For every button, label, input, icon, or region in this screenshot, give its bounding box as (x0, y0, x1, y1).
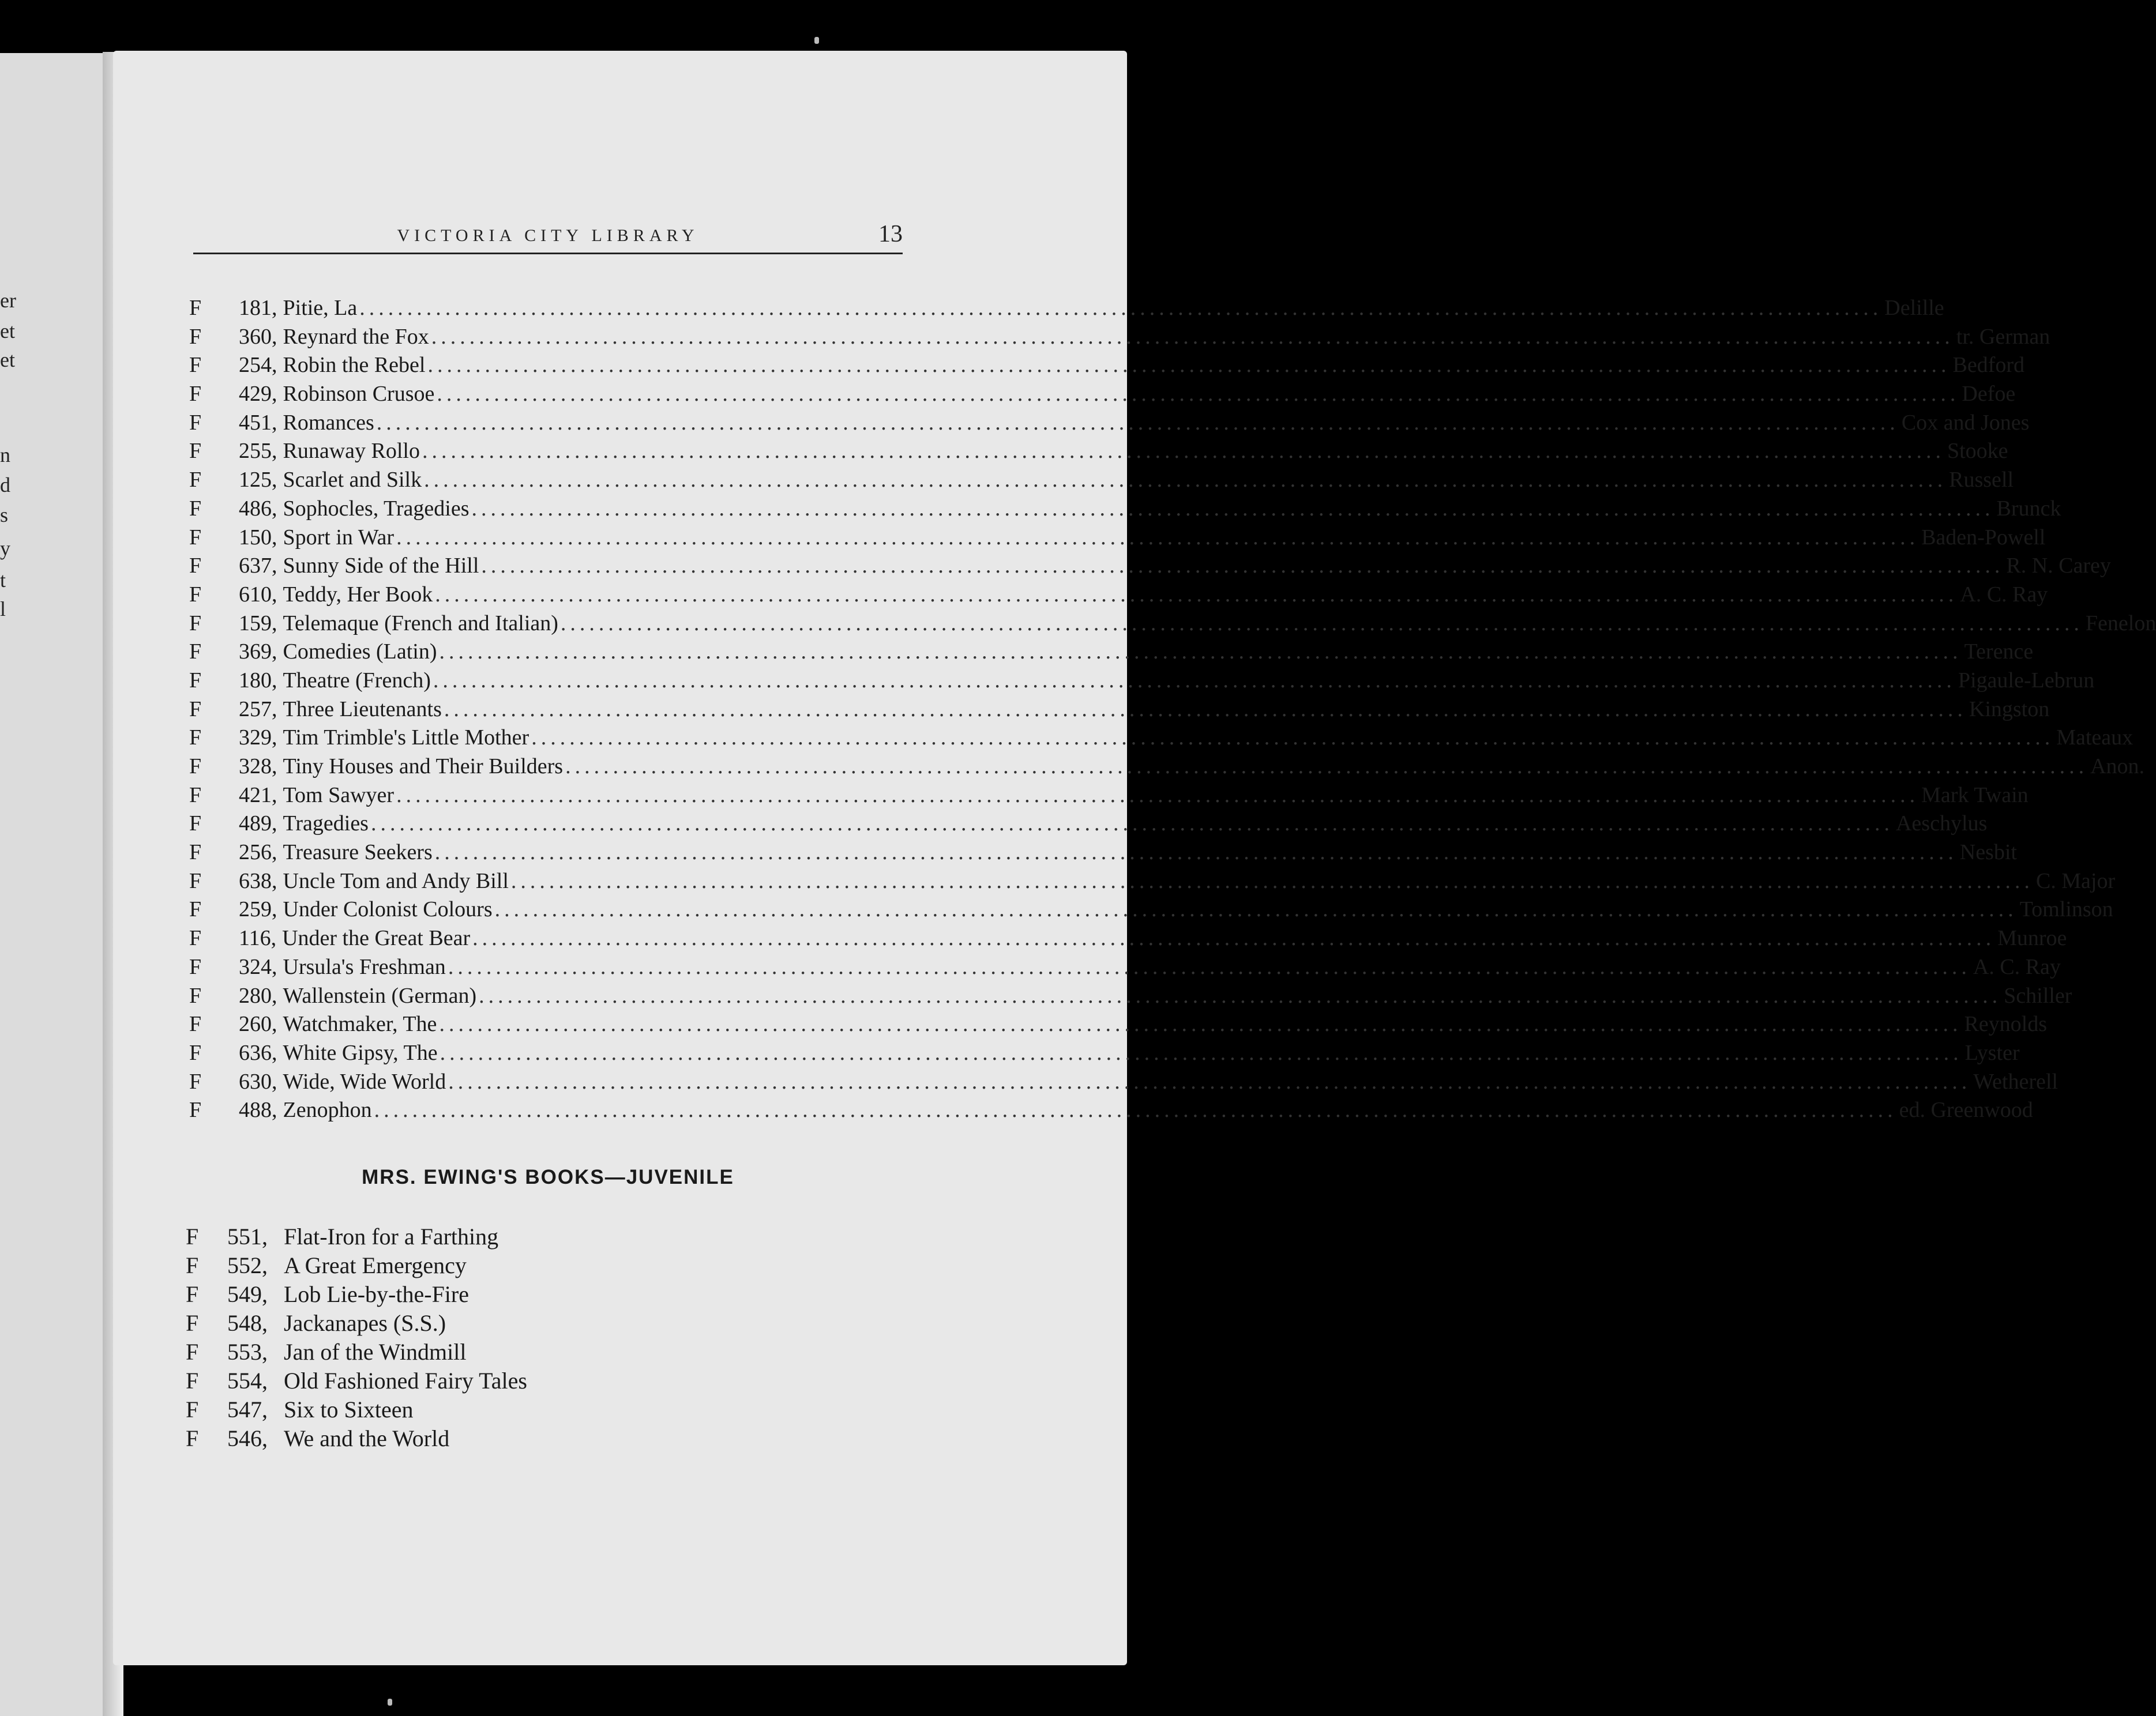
entry-number: 421, (239, 782, 277, 807)
entry-number: 125, (239, 468, 277, 492)
entry-number: 486, (239, 496, 277, 521)
class-mark: F (189, 897, 202, 922)
entry-body (239, 724, 2134, 752)
class-mark: F (189, 725, 202, 750)
catalogue-entry (189, 1010, 2047, 1039)
entry-title: Sport in War (283, 525, 395, 550)
entry-number: 610, (239, 582, 277, 607)
entry-number: 547, (227, 1397, 268, 1423)
margin-fragment: s (0, 503, 9, 526)
dot-leader: ................................................................................................................................................................ (431, 324, 1954, 349)
margin-fragment: d (0, 473, 10, 496)
dot-leader: ................................................................................................................................................................ (370, 811, 1894, 836)
running-head (193, 221, 903, 254)
dot-leader: ................................................................................................................................................................ (396, 525, 1920, 550)
entry-title: Tragedies (283, 811, 369, 836)
class-mark: F (189, 983, 202, 1008)
margin-fragment: et (0, 348, 15, 371)
dot-leader: ................................................................................................................................................................ (396, 782, 1920, 807)
entry-title: Runaway Rollo (283, 439, 420, 464)
class-mark: F (189, 954, 202, 979)
entry-title: Watchmaker, The (283, 1012, 437, 1037)
catalogue-entry (189, 495, 2061, 524)
entry-title: A Great Emergency (284, 1252, 467, 1278)
entry-body (239, 495, 2061, 524)
catalogue-entry (189, 838, 2017, 867)
entry-number: 254, (239, 353, 277, 378)
entry-number: 451, (239, 410, 277, 435)
entry-author: Pigaule-Lebrun (1958, 668, 2095, 693)
entry-body (239, 752, 2145, 781)
catalogue-entry (189, 724, 2134, 752)
entry-author: A. C. Ray (1973, 954, 2061, 979)
dot-leader: ................................................................................................................................................................ (481, 554, 2004, 578)
entry-author: Mateaux (2056, 725, 2134, 750)
dot-leader: ................................................................................................................................................................ (510, 868, 2034, 893)
class-mark: F (189, 324, 202, 349)
entry-number: 549, (227, 1281, 268, 1307)
entry-body (239, 1010, 2047, 1039)
entry-title: Wallenstein (German) (283, 983, 477, 1008)
dot-leader: ................................................................................................................................................................ (422, 439, 1945, 464)
entry-author: Fenelon (2085, 611, 2156, 635)
entry-title: Treasure Seekers (283, 840, 433, 865)
dot-leader: ................................................................................................................................................................ (437, 382, 1960, 407)
class-mark: F (189, 1098, 202, 1123)
entry-title: Romances (283, 410, 374, 435)
catalogue-entry (189, 609, 2156, 638)
dot-leader: ................................................................................................................................................................ (560, 611, 2083, 635)
entry-number: 324, (239, 954, 277, 979)
juvenile-entry (186, 1395, 901, 1424)
entry-title: Tom Sawyer (283, 782, 395, 807)
catalogue-entry (189, 409, 2030, 438)
class-mark: F (189, 296, 202, 320)
entry-title: Ursula's Freshman (283, 954, 446, 979)
catalogue-entry (189, 351, 2024, 380)
entry-author: Aeschylus (1895, 811, 1988, 836)
section-heading: MRS. EWING'S BOOKS—JUVENILE (362, 1166, 734, 1188)
margin-fragment: et (0, 319, 15, 343)
facing-page (0, 53, 118, 1716)
entry-title: Tim Trimble's Little Mother (283, 725, 529, 750)
class-mark: F (189, 639, 202, 664)
dot-leader: ................................................................................................................................................................ (471, 496, 1995, 521)
class-mark: F (189, 554, 202, 578)
entry-title: Uncle Tom and Andy Bill (283, 868, 509, 893)
juvenile-entry (186, 1280, 901, 1309)
entry-number: 637, (239, 554, 277, 578)
entry-body (239, 638, 2034, 667)
entry-title: Wide, Wide World (283, 1069, 446, 1094)
dot-leader: ................................................................................................................................................................ (565, 754, 2089, 778)
entry-title: We and the World (284, 1425, 450, 1451)
catalogue-entry (189, 294, 1944, 323)
class-mark: F (189, 611, 202, 635)
entry-author: ed. Greenwood (1899, 1098, 2033, 1123)
entry-title: Tiny Houses and Their Builders (283, 754, 564, 778)
entry-number: 554, (227, 1368, 268, 1394)
entry-title: Theatre (French) (283, 668, 431, 693)
class-mark: F (189, 754, 202, 778)
entry-title: White Gipsy, The (283, 1040, 438, 1065)
entry-body (239, 581, 2048, 609)
class-mark: F (186, 1425, 199, 1451)
catalogue-entry (189, 323, 2050, 352)
juvenile-entry (186, 1251, 901, 1280)
entry-title: Scarlet and Silk (283, 468, 422, 492)
class-mark: F (189, 410, 202, 435)
entry-author: R. N. Carey (2006, 554, 2111, 578)
entry-number: 257, (239, 697, 277, 721)
catalogue-entry (189, 695, 2050, 724)
entry-author: Bedford (1952, 353, 2024, 378)
entry-number: 259, (239, 897, 277, 922)
margin-fragment: n (0, 443, 10, 466)
class-mark: F (186, 1339, 199, 1365)
entry-title: Jan of the Windmill (284, 1339, 467, 1365)
entry-number: 329, (239, 725, 277, 750)
entry-author: A. C. Ray (1960, 582, 2048, 607)
entry-number: 429, (239, 382, 277, 407)
catalogue-entry (189, 466, 2014, 495)
dot-leader: ................................................................................................................................................................ (448, 954, 1971, 979)
entry-author: Wetherell (1973, 1069, 2058, 1094)
entry-author: Tomlinson (2019, 897, 2113, 922)
entry-number: 328, (239, 754, 277, 778)
entry-number: 116, (239, 926, 277, 951)
entry-body (239, 552, 2111, 581)
header-title: VICTORIA CITY LIBRARY (397, 226, 699, 245)
entry-body (239, 924, 2067, 953)
entry-title: Six to Sixteen (284, 1397, 414, 1423)
entry-author: Nesbit (1959, 840, 2017, 865)
catalogue-entry (189, 752, 2145, 781)
entry-body (239, 953, 2061, 982)
entry-number: 552, (227, 1252, 268, 1278)
dust-speck (388, 1699, 392, 1706)
entry-number: 551, (227, 1224, 268, 1250)
entry-title: Comedies (Latin) (283, 639, 437, 664)
entry-author: Munroe (1997, 926, 2067, 951)
entry-title: Pitie, La (283, 296, 358, 320)
catalogue-entry (189, 953, 2061, 982)
entry-body (239, 294, 1944, 323)
entry-number: 181, (239, 296, 277, 320)
entry-number: 636, (239, 1040, 277, 1065)
entry-number: 280, (239, 983, 277, 1008)
dot-leader: ................................................................................................................................................................ (440, 1040, 1963, 1065)
catalogue-entry (189, 982, 2072, 1011)
entry-author: Lyster (1965, 1040, 2020, 1065)
dot-leader: ................................................................................................................................................................ (494, 897, 2018, 922)
entry-body (239, 867, 2116, 896)
entry-number: 548, (227, 1310, 268, 1336)
entry-body (239, 895, 2113, 924)
entry-title: Zenophon (283, 1098, 372, 1123)
entry-title: Lob Lie-by-the-Fire (284, 1281, 469, 1307)
entry-title: Flat-Iron for a Farthing (284, 1224, 499, 1250)
entry-number: 360, (239, 324, 277, 349)
dot-leader: ................................................................................................................................................................ (434, 840, 1958, 865)
class-mark: F (186, 1224, 199, 1250)
entry-body (239, 695, 2050, 724)
catalogue-entry (189, 1068, 2058, 1097)
catalogue-entry (189, 867, 2116, 896)
entry-author: Mark Twain (1921, 782, 2029, 807)
dot-leader: ................................................................................................................................................................ (376, 410, 1899, 435)
entry-author: Russell (1949, 468, 2014, 492)
class-mark: F (189, 382, 202, 407)
class-mark: F (189, 582, 202, 607)
entry-number: 546, (227, 1425, 268, 1451)
catalogue-entry (189, 895, 2113, 924)
entry-author: Baden-Powell (1921, 525, 2046, 550)
margin-fragment: t (0, 569, 6, 592)
entry-title: Teddy, Her Book (283, 582, 433, 607)
entry-author: Terence (1964, 639, 2034, 664)
class-mark: F (189, 782, 202, 807)
page-number: 13 (878, 221, 903, 247)
catalogue-entry (189, 1096, 2033, 1125)
class-mark: F (189, 525, 202, 550)
juvenile-list (186, 1222, 901, 1453)
dot-leader: ................................................................................................................................................................ (479, 983, 2002, 1008)
catalogue-entry (189, 380, 2016, 409)
class-mark: F (189, 468, 202, 492)
entry-body (239, 437, 2008, 466)
class-mark: F (189, 668, 202, 693)
entry-title: Sophocles, Tragedies (283, 496, 469, 521)
entry-number: 488, (239, 1098, 277, 1123)
entry-author: Schiller (2004, 983, 2072, 1008)
catalogue-entry (189, 524, 2046, 552)
class-mark: F (186, 1368, 199, 1394)
entry-title: Reynard the Fox (283, 324, 429, 349)
entry-body (239, 781, 2029, 810)
class-mark: F (189, 926, 202, 951)
dot-leader: ................................................................................................................................................................ (427, 353, 1951, 378)
entry-title: Robinson Crusoe (283, 382, 435, 407)
class-mark: F (186, 1281, 199, 1307)
entry-title: Telemaque (French and Italian) (283, 611, 558, 635)
entry-body (239, 524, 2046, 552)
class-mark: F (189, 811, 202, 836)
dust-speck (814, 37, 819, 44)
class-mark: F (189, 1012, 202, 1037)
entry-author: tr. German (1956, 324, 2050, 349)
class-mark: F (186, 1252, 199, 1278)
entry-number: 489, (239, 811, 277, 836)
entry-body (239, 1039, 2020, 1068)
entry-author: C. Major (2035, 868, 2116, 893)
margin-fragment: y (0, 537, 10, 560)
entry-number: 260, (239, 1012, 277, 1037)
entry-number: 255, (239, 439, 277, 464)
entry-body (239, 351, 2024, 380)
entry-author: Brunck (1996, 496, 2061, 521)
margin-fragment: er (0, 289, 16, 312)
dot-leader: ................................................................................................................................................................ (435, 582, 1958, 607)
entry-title: Under Colonist Colours (283, 897, 493, 922)
class-mark: F (189, 496, 202, 521)
juvenile-entry (186, 1222, 901, 1251)
entry-number: 630, (239, 1069, 277, 1094)
entry-body (239, 466, 2014, 495)
dot-leader: ................................................................................................................................................................ (424, 468, 1947, 492)
entry-author: Delille (1884, 296, 1944, 320)
entry-number: 553, (227, 1339, 268, 1365)
entry-title: Under the Great Bear (282, 926, 471, 951)
dot-leader: ................................................................................................................................................................ (433, 668, 1956, 693)
class-mark: F (189, 353, 202, 378)
entry-number: 159, (239, 611, 277, 635)
entry-title: Three Lieutenants (283, 697, 442, 721)
catalogue-entry (189, 1039, 2020, 1068)
entry-body (239, 380, 2016, 409)
class-mark: F (189, 868, 202, 893)
entry-title: Robin the Rebel (283, 353, 426, 378)
margin-fragment: l (0, 597, 6, 620)
dot-leader: ................................................................................................................................................................ (439, 639, 1962, 664)
dot-leader: ................................................................................................................................................................ (448, 1069, 1971, 1094)
class-mark: F (189, 697, 202, 721)
class-mark: F (189, 1040, 202, 1065)
entry-number: 369, (239, 639, 277, 664)
entry-author: Reynolds (1964, 1012, 2047, 1037)
dot-leader: ................................................................................................................................................................ (472, 926, 1996, 951)
entry-body (239, 838, 2017, 867)
catalogue-entry (189, 924, 2067, 953)
entry-author: Defoe (1962, 382, 2016, 407)
entry-title: Sunny Side of the Hill (283, 554, 479, 578)
entry-title: Old Fashioned Fairy Tales (284, 1368, 527, 1394)
entry-body (239, 323, 2050, 352)
entry-body (239, 409, 2030, 438)
entry-body (239, 1068, 2058, 1097)
catalogue-entry (189, 437, 2008, 466)
entry-author: Kingston (1969, 697, 2050, 721)
entry-title: Jackanapes (S.S.) (284, 1310, 446, 1336)
entry-number: 150, (239, 525, 277, 550)
juvenile-entry (186, 1367, 901, 1395)
entry-author: Anon. (2090, 754, 2145, 778)
entry-author: Cox and Jones (1901, 410, 2030, 435)
class-mark: F (189, 840, 202, 865)
entry-number: 256, (239, 840, 277, 865)
juvenile-entry (186, 1338, 901, 1367)
entry-body (239, 667, 2095, 695)
dot-leader: ................................................................................................................................................................ (444, 697, 1967, 721)
juvenile-entry (186, 1309, 901, 1338)
dot-leader: ................................................................................................................................................................ (374, 1098, 1897, 1123)
entry-number: 180, (239, 668, 277, 693)
catalogue-entry (189, 581, 2048, 609)
catalogue-entry (189, 810, 1988, 838)
class-mark: F (189, 439, 202, 464)
juvenile-entry (186, 1424, 901, 1453)
entry-body (239, 609, 2156, 638)
catalogue-entry (189, 781, 2029, 810)
entry-body (239, 1096, 2033, 1125)
catalogue-list (189, 294, 2156, 1125)
class-mark: F (186, 1310, 199, 1336)
catalogue-entry (189, 552, 2111, 581)
dot-leader: ................................................................................................................................................................ (359, 296, 1883, 320)
entry-body (239, 982, 2072, 1011)
class-mark: F (189, 1069, 202, 1094)
catalogue-entry (189, 638, 2034, 667)
class-mark: F (186, 1397, 199, 1423)
dot-leader: ................................................................................................................................................................ (439, 1012, 1962, 1037)
entry-number: 638, (239, 868, 277, 893)
catalogue-entry (189, 667, 2095, 695)
entry-author: Stooke (1947, 439, 2008, 464)
dot-leader: ................................................................................................................................................................ (531, 725, 2054, 750)
entry-body (239, 810, 1988, 838)
